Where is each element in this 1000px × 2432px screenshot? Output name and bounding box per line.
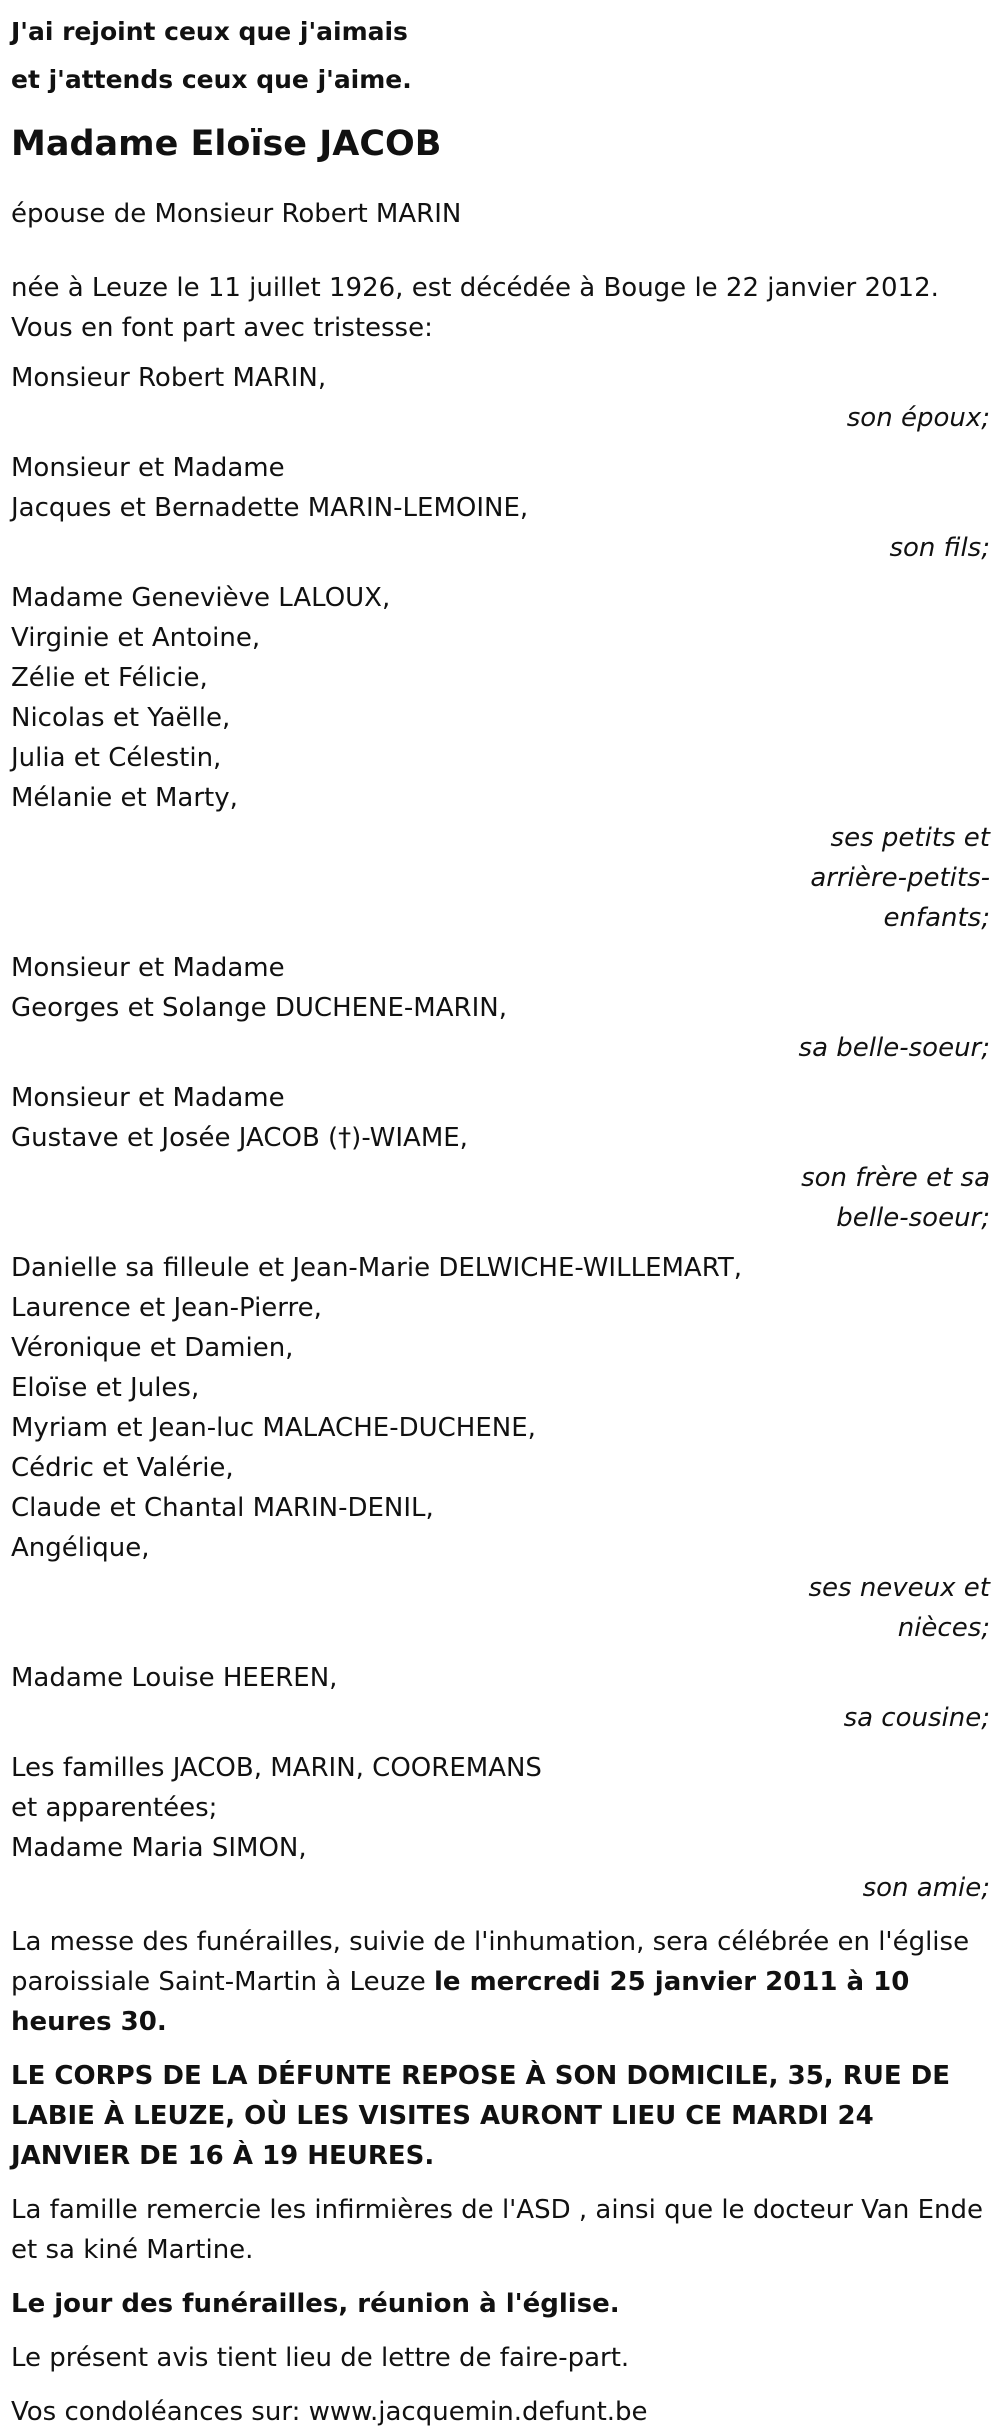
family-member-line: Virginie et Antoine, — [11, 623, 261, 653]
relation-label — [800, 1158, 990, 1238]
deceased-name: Madame Eloïse JACOB — [11, 124, 442, 164]
family-member-line: Madame Maria SIMON, — [11, 1833, 307, 1863]
family-member-line: Jacques et Bernadette MARIN-LEMOINE, — [11, 493, 529, 523]
epigraph — [11, 8, 990, 104]
family-member-line: Gustave et Josée JACOB (†)-WIAME, — [11, 1123, 468, 1153]
family-group — [11, 1078, 990, 1238]
relation-line: sa belle-soeur; — [798, 1033, 990, 1063]
funeral-date: le mercredi 25 janvier 2011 à 10 heures 30. — [11, 1967, 910, 2037]
family-member-line: Eloïse et Jules, — [11, 1373, 200, 1403]
epigraph-line-1: J'ai rejoint ceux que j'aimais — [11, 17, 408, 46]
thanks-text: La famille remercie les infirmières de l'ASD , ainsi que le docteur Van Ende et sa kiné Martine. — [11, 2195, 983, 2265]
faire-part-notice: Le présent avis tient lieu de lettre de faire-part. — [11, 2343, 630, 2373]
family-member-line: Angélique, — [11, 1533, 150, 1563]
family-member-line: Laurence et Jean-Pierre, — [11, 1293, 322, 1323]
announcement-intro: Vous en font part avec tristesse: — [11, 313, 433, 343]
family-group — [11, 1658, 990, 1738]
relation-label — [730, 528, 990, 568]
relation-line: sa cousine; — [843, 1703, 990, 1733]
family-group — [11, 948, 990, 1068]
relation-label — [730, 1028, 990, 1068]
family-member-line: Myriam et Jean-luc MALACHE-DUCHENE, — [11, 1413, 536, 1443]
relation-line: son fils; — [889, 533, 990, 563]
epigraph-line-2: et j'attends ceux que j'aime. — [11, 65, 412, 94]
family-member-line: Danielle sa filleule et Jean-Marie DELWICHE-WILLEMART, — [11, 1253, 743, 1283]
relation-line: nièces; — [897, 1613, 990, 1643]
birth-death-line: née à Leuze le 11 juillet 1926, est décédée à Bouge le 22 janvier 2012. — [11, 273, 939, 303]
funeral-text: La messe des funérailles, suivie de l'inhumation, sera célébrée en l'église paroissiale Saint-Martin à Leuze — [11, 1927, 970, 1997]
relation-label — [730, 1698, 990, 1738]
relation-label — [730, 398, 990, 438]
family-member-line: Cédric et Valérie, — [11, 1453, 234, 1483]
condolences-text: Vos condoléances sur: www.jacquemin.defunt.be — [11, 2397, 648, 2427]
funeral-details — [11, 1922, 990, 2042]
family-group — [11, 358, 990, 438]
family-member-line: Véronique et Damien, — [11, 1333, 294, 1363]
relation-line: belle-soeur; — [836, 1203, 990, 1233]
body-rest-notice: LE CORPS DE LA DÉFUNTE REPOSE À SON DOMICILE, 35, RUE DE LABIE À LEUZE, OÙ LES VISITES AURONT LIEU CE MARDI 24 JANVIER DE 16 À 19 HEURES. — [11, 2061, 951, 2171]
family-member-line: Julia et Célestin, — [11, 743, 222, 773]
family-member-line: Madame Louise HEEREN, — [11, 1663, 338, 1693]
family-member-line: Claude et Chantal MARIN-DENIL, — [11, 1493, 434, 1523]
relation-line: enfants; — [883, 903, 990, 933]
family-member-line: Zélie et Félicie, — [11, 663, 208, 693]
family-member-line: Les familles JACOB, MARIN, COOREMANS — [11, 1753, 542, 1783]
relation-line: son époux; — [846, 403, 990, 433]
family-group — [11, 1748, 990, 1908]
spouse-line: épouse de Monsieur Robert MARIN — [11, 199, 462, 229]
family-member-line: et apparentées; — [11, 1793, 218, 1823]
family-member-line: Monsieur et Madame — [11, 1083, 285, 1113]
family-group — [11, 578, 990, 938]
family-member-line: Nicolas et Yaëlle, — [11, 703, 231, 733]
relation-line: son amie; — [862, 1873, 990, 1903]
meeting-text: Le jour des funérailles, réunion à l'église. — [11, 2289, 620, 2319]
family-group — [11, 448, 990, 568]
family-member-line: Madame Geneviève LALOUX, — [11, 583, 391, 613]
relation-label — [800, 818, 990, 938]
relation-line: ses petits et — [830, 823, 990, 853]
relation-label — [800, 1568, 990, 1648]
family-member-line: Georges et Solange DUCHENE-MARIN, — [11, 993, 507, 1023]
relation-label — [730, 1868, 990, 1908]
family-group — [11, 1248, 990, 1648]
family-member-line: Monsieur et Madame — [11, 453, 285, 483]
family-list — [11, 358, 990, 1908]
relation-line: arrière-petits- — [810, 863, 990, 893]
relation-line: son frère et sa — [801, 1163, 990, 1193]
relation-line: ses neveux et — [808, 1573, 990, 1603]
family-member-line: Monsieur Robert MARIN, — [11, 363, 327, 393]
family-member-line: Monsieur et Madame — [11, 953, 285, 983]
family-member-line: Mélanie et Marty, — [11, 783, 238, 813]
